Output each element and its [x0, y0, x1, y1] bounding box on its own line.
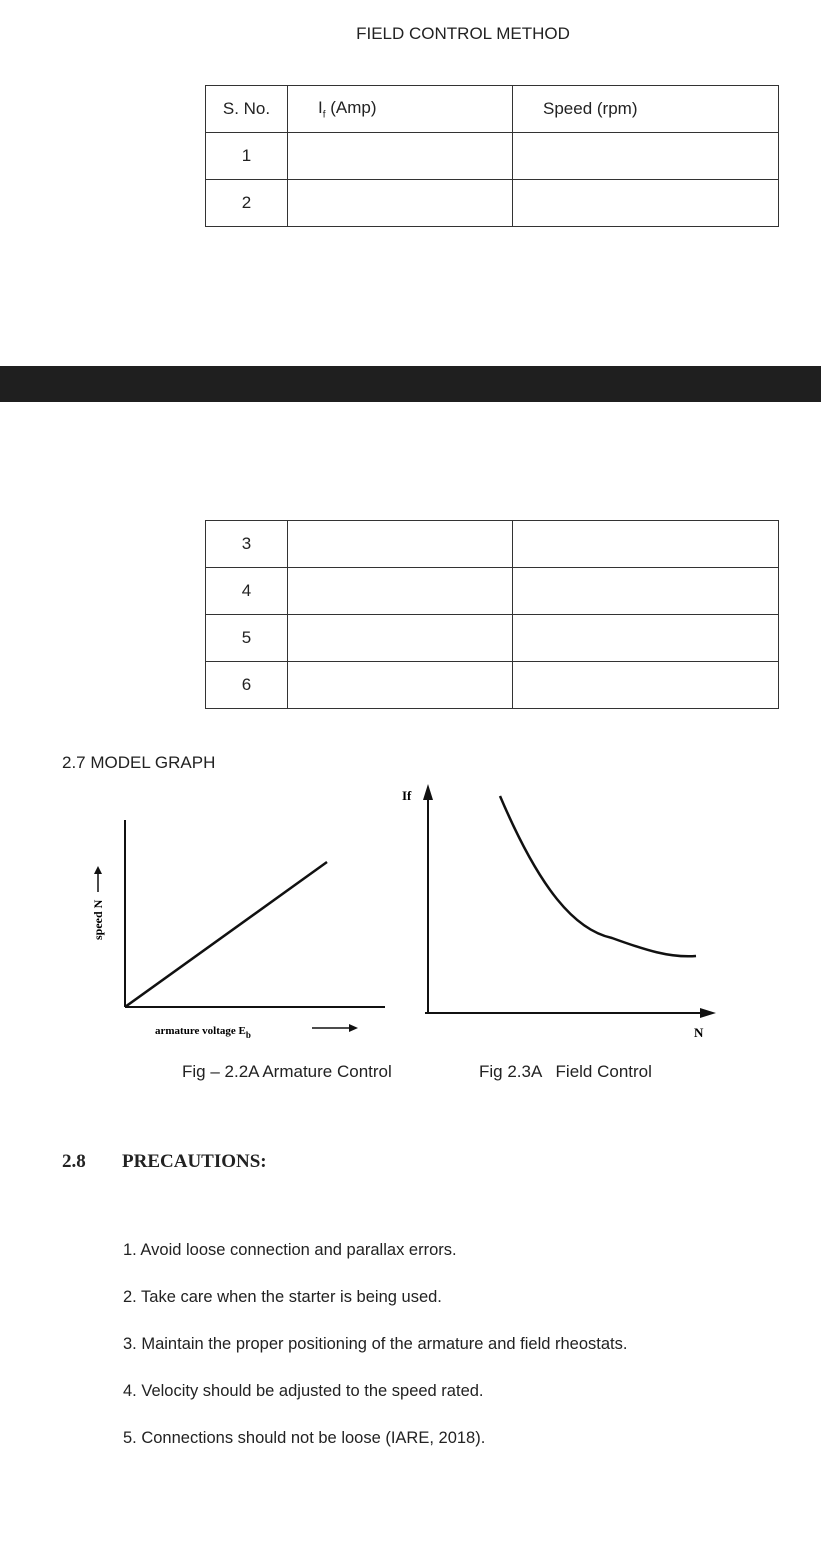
arrow-right-icon	[700, 1008, 716, 1018]
speed-cell	[513, 180, 779, 227]
speed-cell	[513, 615, 779, 662]
y-axis-label: If	[402, 788, 412, 803]
table-row	[206, 615, 779, 662]
list-item: 3. Maintain the proper positioning of the armature and field rheostats.	[123, 1335, 628, 1353]
if-cell	[288, 133, 513, 180]
table-row	[206, 662, 779, 709]
fig-caption-armature: Fig – 2.2A Armature Control	[182, 1062, 392, 1081]
y-axis-label: speed N	[91, 899, 105, 940]
if-cell	[288, 615, 513, 662]
model-graph-heading: 2.7 MODEL GRAPH	[62, 753, 216, 772]
speed-cell	[513, 521, 779, 568]
list-item: 1. Avoid loose connection and parallax errors.	[123, 1241, 457, 1259]
precautions-heading	[62, 1151, 267, 1173]
if-cell	[288, 521, 513, 568]
observation-table-top	[205, 85, 779, 227]
row-number: 4	[206, 568, 288, 615]
header-if: $I_f$ (Amp)	[288, 86, 513, 133]
page-break-bar	[0, 366, 821, 402]
x-axis-label: N	[694, 1025, 704, 1040]
table-row	[206, 568, 779, 615]
speed-cell	[513, 568, 779, 615]
arrow-icon	[349, 1024, 358, 1032]
section-title: PRECAUTIONS:	[122, 1151, 267, 1172]
arrow-icon	[94, 866, 102, 874]
header-speed: Speed (rpm)	[513, 86, 779, 133]
section-number: 2.8	[62, 1151, 86, 1172]
speed-cell	[513, 133, 779, 180]
arrow-up-icon	[423, 784, 433, 800]
list-item: 5. Connections should not be loose (IARE, 2018).	[123, 1429, 486, 1447]
armature-control-graph	[80, 810, 390, 1040]
table-header-row	[206, 86, 779, 133]
table-row	[206, 521, 779, 568]
observation-table-bottom	[205, 520, 779, 709]
row-number: 6	[206, 662, 288, 709]
table-row	[206, 180, 779, 227]
header-sno: S. No.	[206, 86, 288, 133]
speed-cell	[513, 662, 779, 709]
field-speed-curve	[500, 796, 696, 956]
x-axis-label: armature voltage $E_b$	[155, 1025, 251, 1040]
row-number: 3	[206, 521, 288, 568]
if-cell	[288, 662, 513, 709]
if-cell	[288, 568, 513, 615]
list-item: 2. Take care when the starter is being used.	[123, 1288, 442, 1306]
page-title: FIELD CONTROL METHOD	[356, 24, 570, 43]
row-number: 5	[206, 615, 288, 662]
table-row	[206, 133, 779, 180]
field-control-graph	[400, 780, 720, 1042]
row-number: 2	[206, 180, 288, 227]
row-number: 1	[206, 133, 288, 180]
fig-caption-field: Fig 2.3A Field Control	[479, 1062, 652, 1081]
list-item: 4. Velocity should be adjusted to the speed rated.	[123, 1382, 484, 1400]
if-cell	[288, 180, 513, 227]
speed-voltage-line	[125, 862, 327, 1007]
y-axis-label-group	[91, 866, 105, 940]
